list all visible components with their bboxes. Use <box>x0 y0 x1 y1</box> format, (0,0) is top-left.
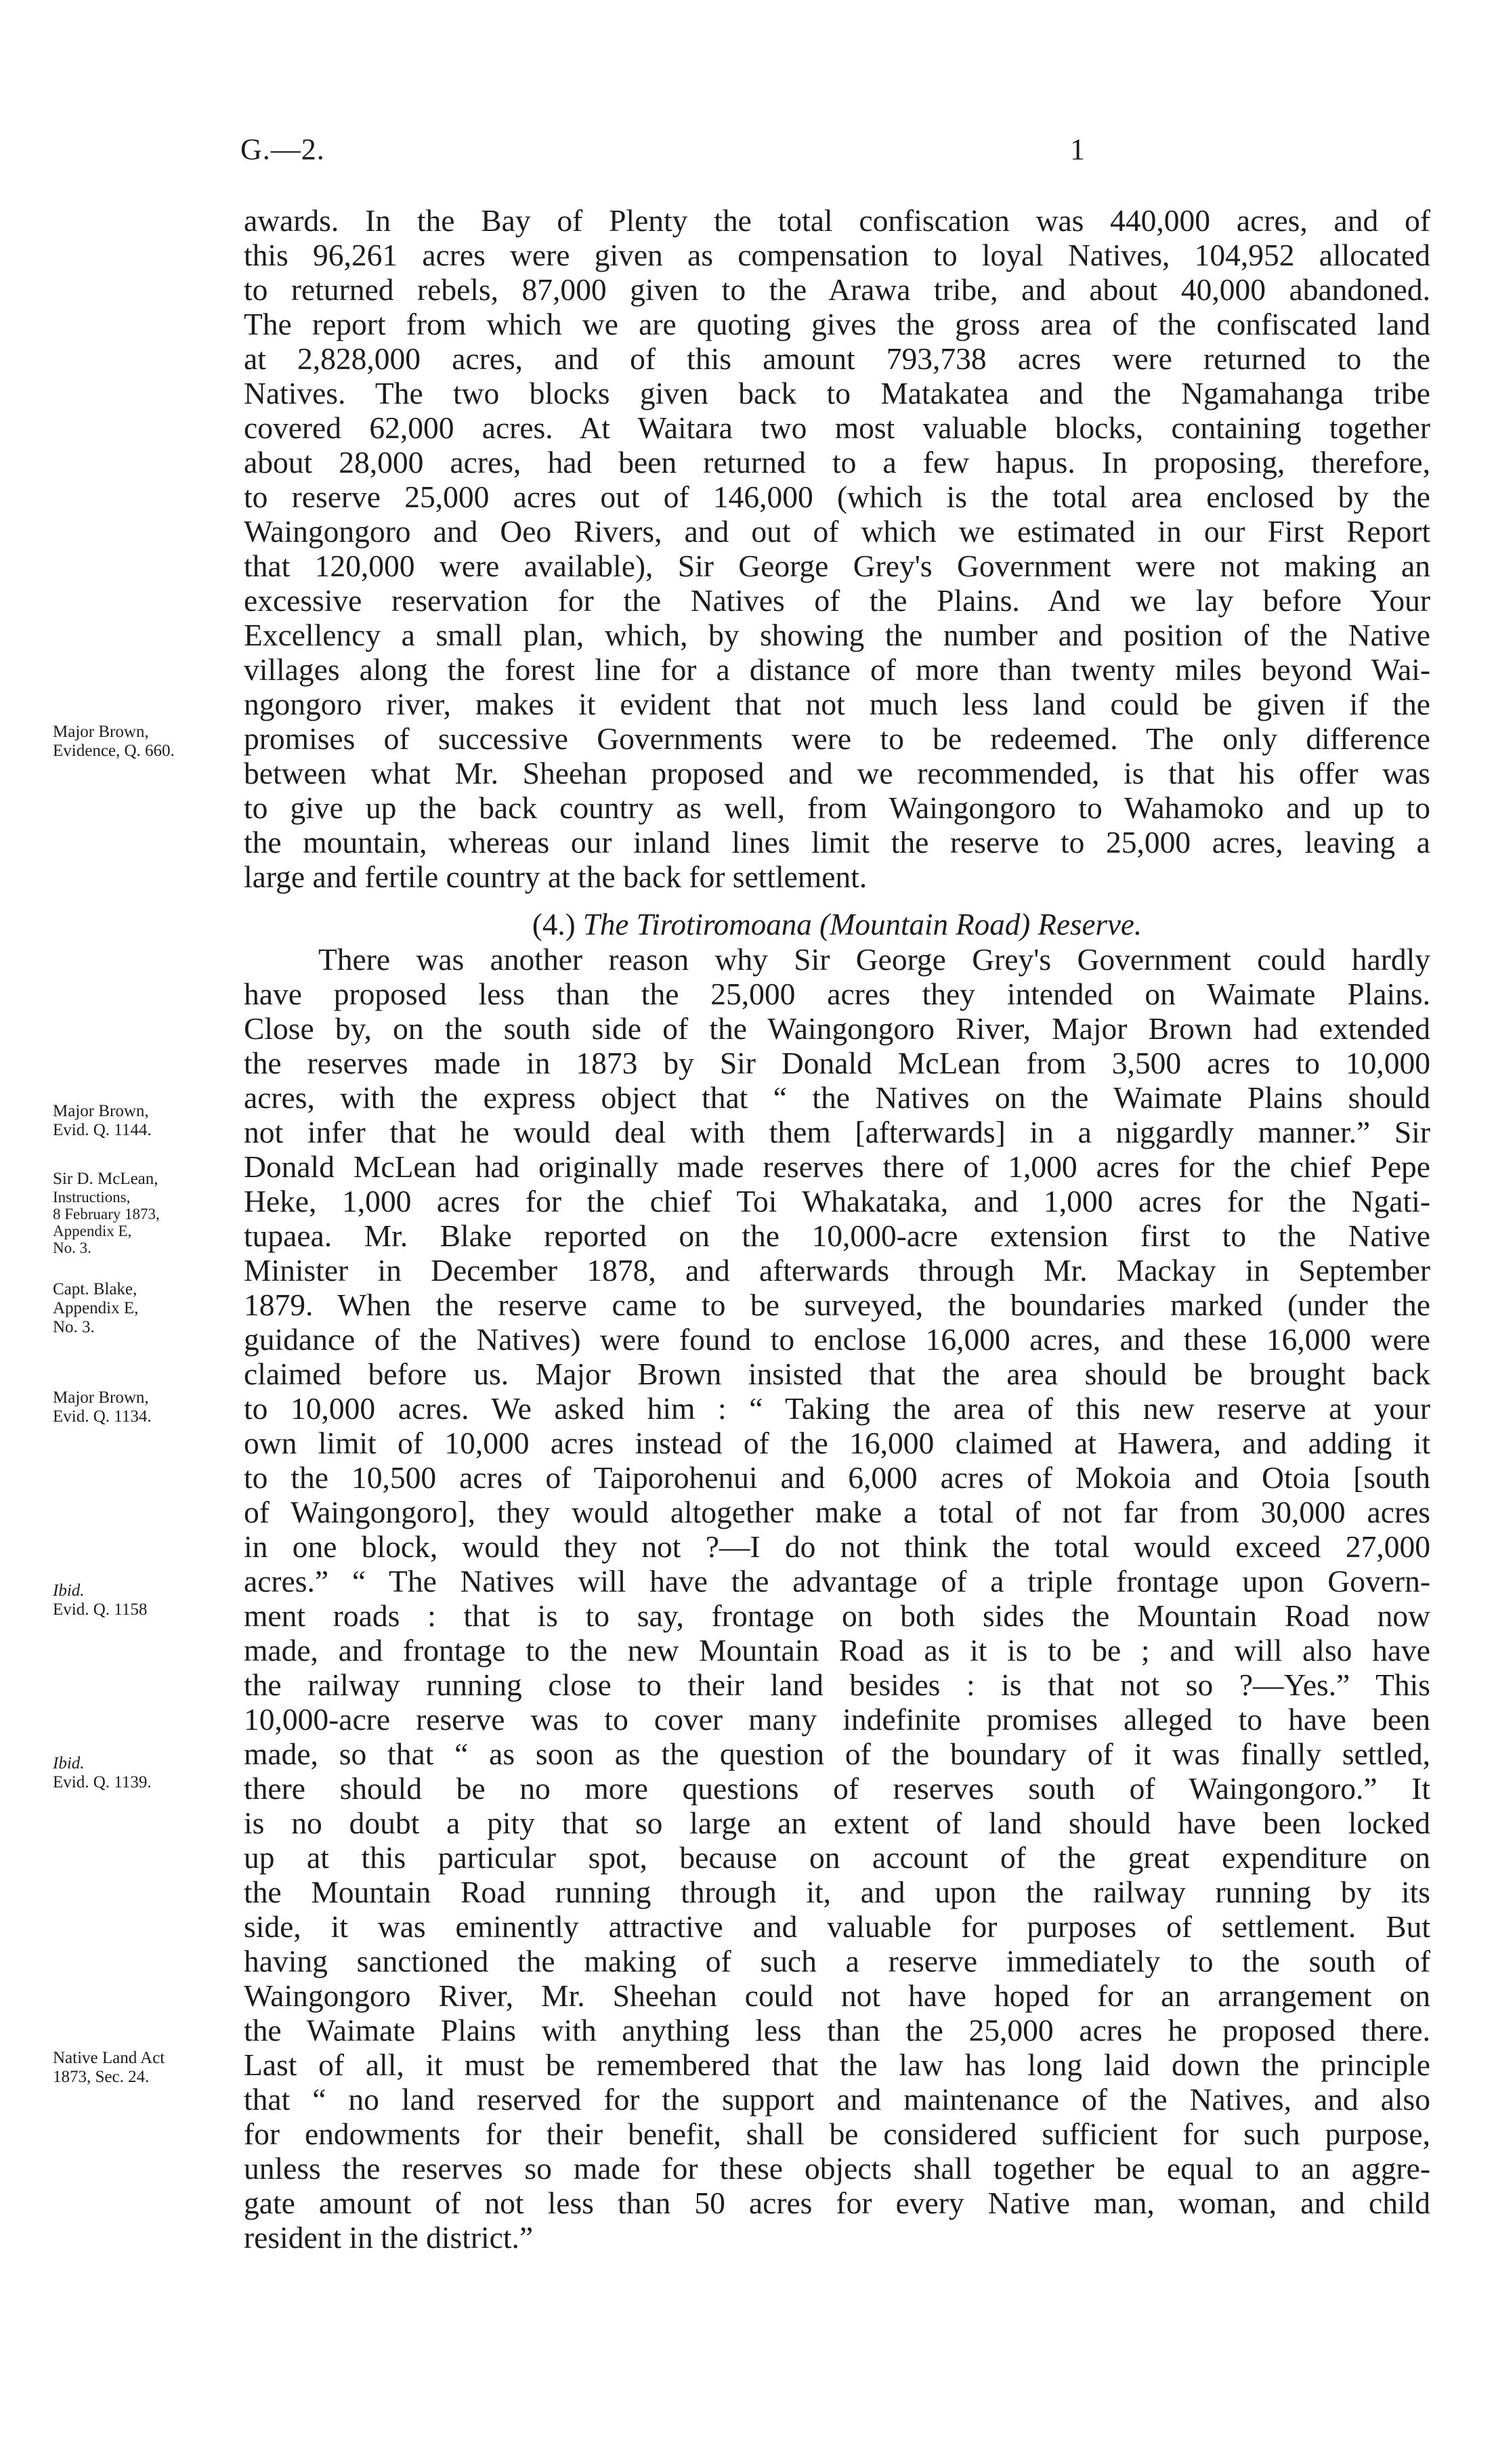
margin-note: Major Brown, Evidence, Q. 660. <box>53 723 175 760</box>
text-line: The report from which we are quoting gives the gross area of the confiscated land <box>244 307 1430 341</box>
margin-note: Major Brown, Evid. Q. 1144. <box>53 1102 152 1139</box>
text-line: 1879. When the reserve came to be surveyed, the boundaries marked (under the <box>244 1288 1430 1322</box>
text-line: that 120,000 were available), Sir George Grey's Government were not making an <box>244 549 1430 583</box>
text-line: the reserves made in 1873 by Sir Donald McLean from 3,500 acres to 10,000 <box>244 1046 1430 1080</box>
margin-note: Ibid. Evid. Q. 1158 <box>53 1581 148 1619</box>
text-line: Minister in December 1878, and afterwards through Mr. Mackay in September <box>244 1253 1430 1288</box>
margin-note: Capt. Blake, Appendix E, No. 3. <box>53 1280 139 1336</box>
text-line: having sanctioned the making of such a reserve immediately to the south of <box>244 1944 1430 1978</box>
page-number: 1 <box>1070 133 1085 166</box>
text-line: to returned rebels, 87,000 given to the Arawa tribe, and about 40,000 abandoned. <box>244 272 1430 307</box>
text-line: this 96,261 acres were given as compensation to loyal Natives, 104,952 allocated <box>244 238 1430 272</box>
text-line: in one block, would they not ?—I do not think the total would exceed 27,000 <box>244 1529 1430 1564</box>
text-line: ment roads : that is to say, frontage on both sides the Mountain Road now <box>244 1598 1430 1633</box>
text-line: to give up the back country as well, from Waingongoro to Wahamoko and up to <box>244 790 1430 825</box>
text-line: the Waimate Plains with anything less than the 25,000 acres he proposed there. <box>244 2013 1430 2047</box>
text-line: Heke, 1,000 acres for the chief Toi Whakataka, and 1,000 acres for the Ngati- <box>244 1184 1430 1218</box>
text-line: about 28,000 acres, had been returned to a few hapus. In proposing, therefore, <box>244 445 1430 480</box>
text-line: Last of all, it must be remembered that the law has long laid down the principle <box>244 2047 1430 2082</box>
text-line: resident in the district.” <box>244 2220 534 2255</box>
text-line: Donald McLean had originally made reserves there of 1,000 acres for the chief Pepe <box>244 1149 1430 1184</box>
text-line: is no doubt a pity that so large an extent of land should have been locked <box>244 1806 1430 1840</box>
text-line: not infer that he would deal with them [afterwards] in a niggardly manner.” Sir <box>244 1115 1430 1149</box>
text-line: There was another reason why Sir George Grey's Government could hardly <box>318 942 1430 977</box>
text-line: the railway running close to their land besides : is that not so ?—Yes.” This <box>244 1668 1430 1702</box>
text-line: guidance of the Natives) were found to enclose 16,000 acres, and these 16,000 were <box>244 1322 1430 1357</box>
page-header <box>240 132 1432 179</box>
margin-note: Major Brown, Evid. Q. 1134. <box>53 1388 152 1426</box>
text-line: 10,000-acre reserve was to cover many indefinite promises alleged to have been <box>244 1702 1430 1737</box>
text-line: excessive reservation for the Natives of the Plains. And we lay before Your <box>244 583 1430 618</box>
margin-note: Ibid. Evid. Q. 1139. <box>53 1754 152 1791</box>
text-line: side, it was eminently attractive and valuable for purposes of settlement. But <box>244 1909 1430 1944</box>
text-line: of Waingongoro], they would altogether make a total of not far from 30,000 acres <box>244 1495 1430 1529</box>
text-line: acres.” “ The Natives will have the advantage of a triple frontage upon Govern- <box>244 1564 1430 1598</box>
text-line: for endowments for their benefit, shall be considered sufficient for such purpose, <box>244 2117 1430 2151</box>
text-line: the mountain, whereas our inland lines limit the reserve to 25,000 acres, leaving a <box>244 825 1430 859</box>
text-line: unless the reserves so made for these objects shall together be equal to an aggre- <box>244 2151 1430 2186</box>
text-line: Excellency a small plan, which, by showing the number and position of the Native <box>244 618 1430 652</box>
text-line: gate amount of not less than 50 acres for every Native man, woman, and child <box>244 2186 1430 2220</box>
text-line: Natives. The two blocks given back to Matakatea and the Ngamahanga tribe <box>244 376 1430 410</box>
text-line: there should be no more questions of reserves south of Waingongoro.” It <box>244 1771 1430 1806</box>
text-line: up at this particular spot, because on account of the great expenditure on <box>244 1840 1430 1875</box>
text-line: to reserve 25,000 acres out of 146,000 (which is the total area enclosed by the <box>244 480 1430 514</box>
text-line: own limit of 10,000 acres instead of the 16,000 claimed at Hawera, and adding it <box>244 1426 1430 1460</box>
text-line: at 2,828,000 acres, and of this amount 793,738 acres were returned to the <box>244 341 1430 376</box>
paragraph-confiscation-awards <box>244 203 1430 894</box>
text-line: Waingongoro River, Mr. Sheehan could not have hoped for an arrangement on <box>244 1978 1430 2013</box>
text-line: made, and frontage to the new Mountain Road as it is to be ; and will also have <box>244 1633 1430 1668</box>
text-line: awards. In the Bay of Plenty the total confiscation was 440,000 acres, and of <box>244 203 1430 238</box>
section-heading <box>244 908 1430 942</box>
text-line: covered 62,000 acres. At Waitara two most valuable blocks, containing together <box>244 410 1430 445</box>
text-line: villages along the forest line for a distance of more than twenty miles beyond Wai- <box>244 652 1430 687</box>
body-text <box>244 203 1430 2255</box>
text-line: large and fertile country at the back for settlement. <box>244 859 868 894</box>
margin-note: Sir D. McLean, Instructions, 8 February 1873, Appendix E, No. 3. <box>53 1170 160 1256</box>
margin-notes <box>0 0 237 2464</box>
text-line: claimed before us. Major Brown insisted that the area should be brought back <box>244 1357 1430 1391</box>
text-line: Close by, on the south side of the Waingongoro River, Major Brown had extended <box>244 1011 1430 1046</box>
text-line: ngongoro river, makes it evident that not much less land could be given if the <box>244 687 1430 721</box>
text-line: Waingongoro and Oeo Rivers, and out of which we estimated in our First Report <box>244 514 1430 549</box>
margin-note: Native Land Act 1873, Sec. 24. <box>53 2049 165 2086</box>
text-line: to 10,000 acres. We asked him : “ Taking the area of this new reserve at your <box>244 1391 1430 1426</box>
section-title: The Tirotiromoana (Mountain Road) Reserve. <box>582 908 1142 941</box>
text-line: that “ no land reserved for the support and maintenance of the Natives, and also <box>244 2082 1430 2117</box>
text-line: the Mountain Road running through it, and upon the railway running by its <box>244 1875 1430 1909</box>
text-line: promises of successive Governments were to be redeemed. The only difference <box>244 721 1430 756</box>
paragraph-mountain-road-reserve <box>244 942 1430 2255</box>
text-line: acres, with the express object that “ the Natives on the Waimate Plains should <box>244 1080 1430 1115</box>
text-line: made, so that “ as soon as the question of the boundary of it was finally settled, <box>244 1737 1430 1771</box>
text-line: tupaea. Mr. Blake reported on the 10,000-acre extension first to the Native <box>244 1218 1430 1253</box>
text-line: have proposed less than the 25,000 acres they intended on Waimate Plains. <box>244 977 1430 1011</box>
text-line: between what Mr. Sheehan proposed and we recommended, is that his offer was <box>244 756 1430 790</box>
section-number: (4.) <box>532 908 576 941</box>
text-line: to the 10,500 acres of Taiporohenui and 6,000 acres of Mokoia and Otoia [south <box>244 1460 1430 1495</box>
document-code: G.—2. <box>240 133 325 166</box>
